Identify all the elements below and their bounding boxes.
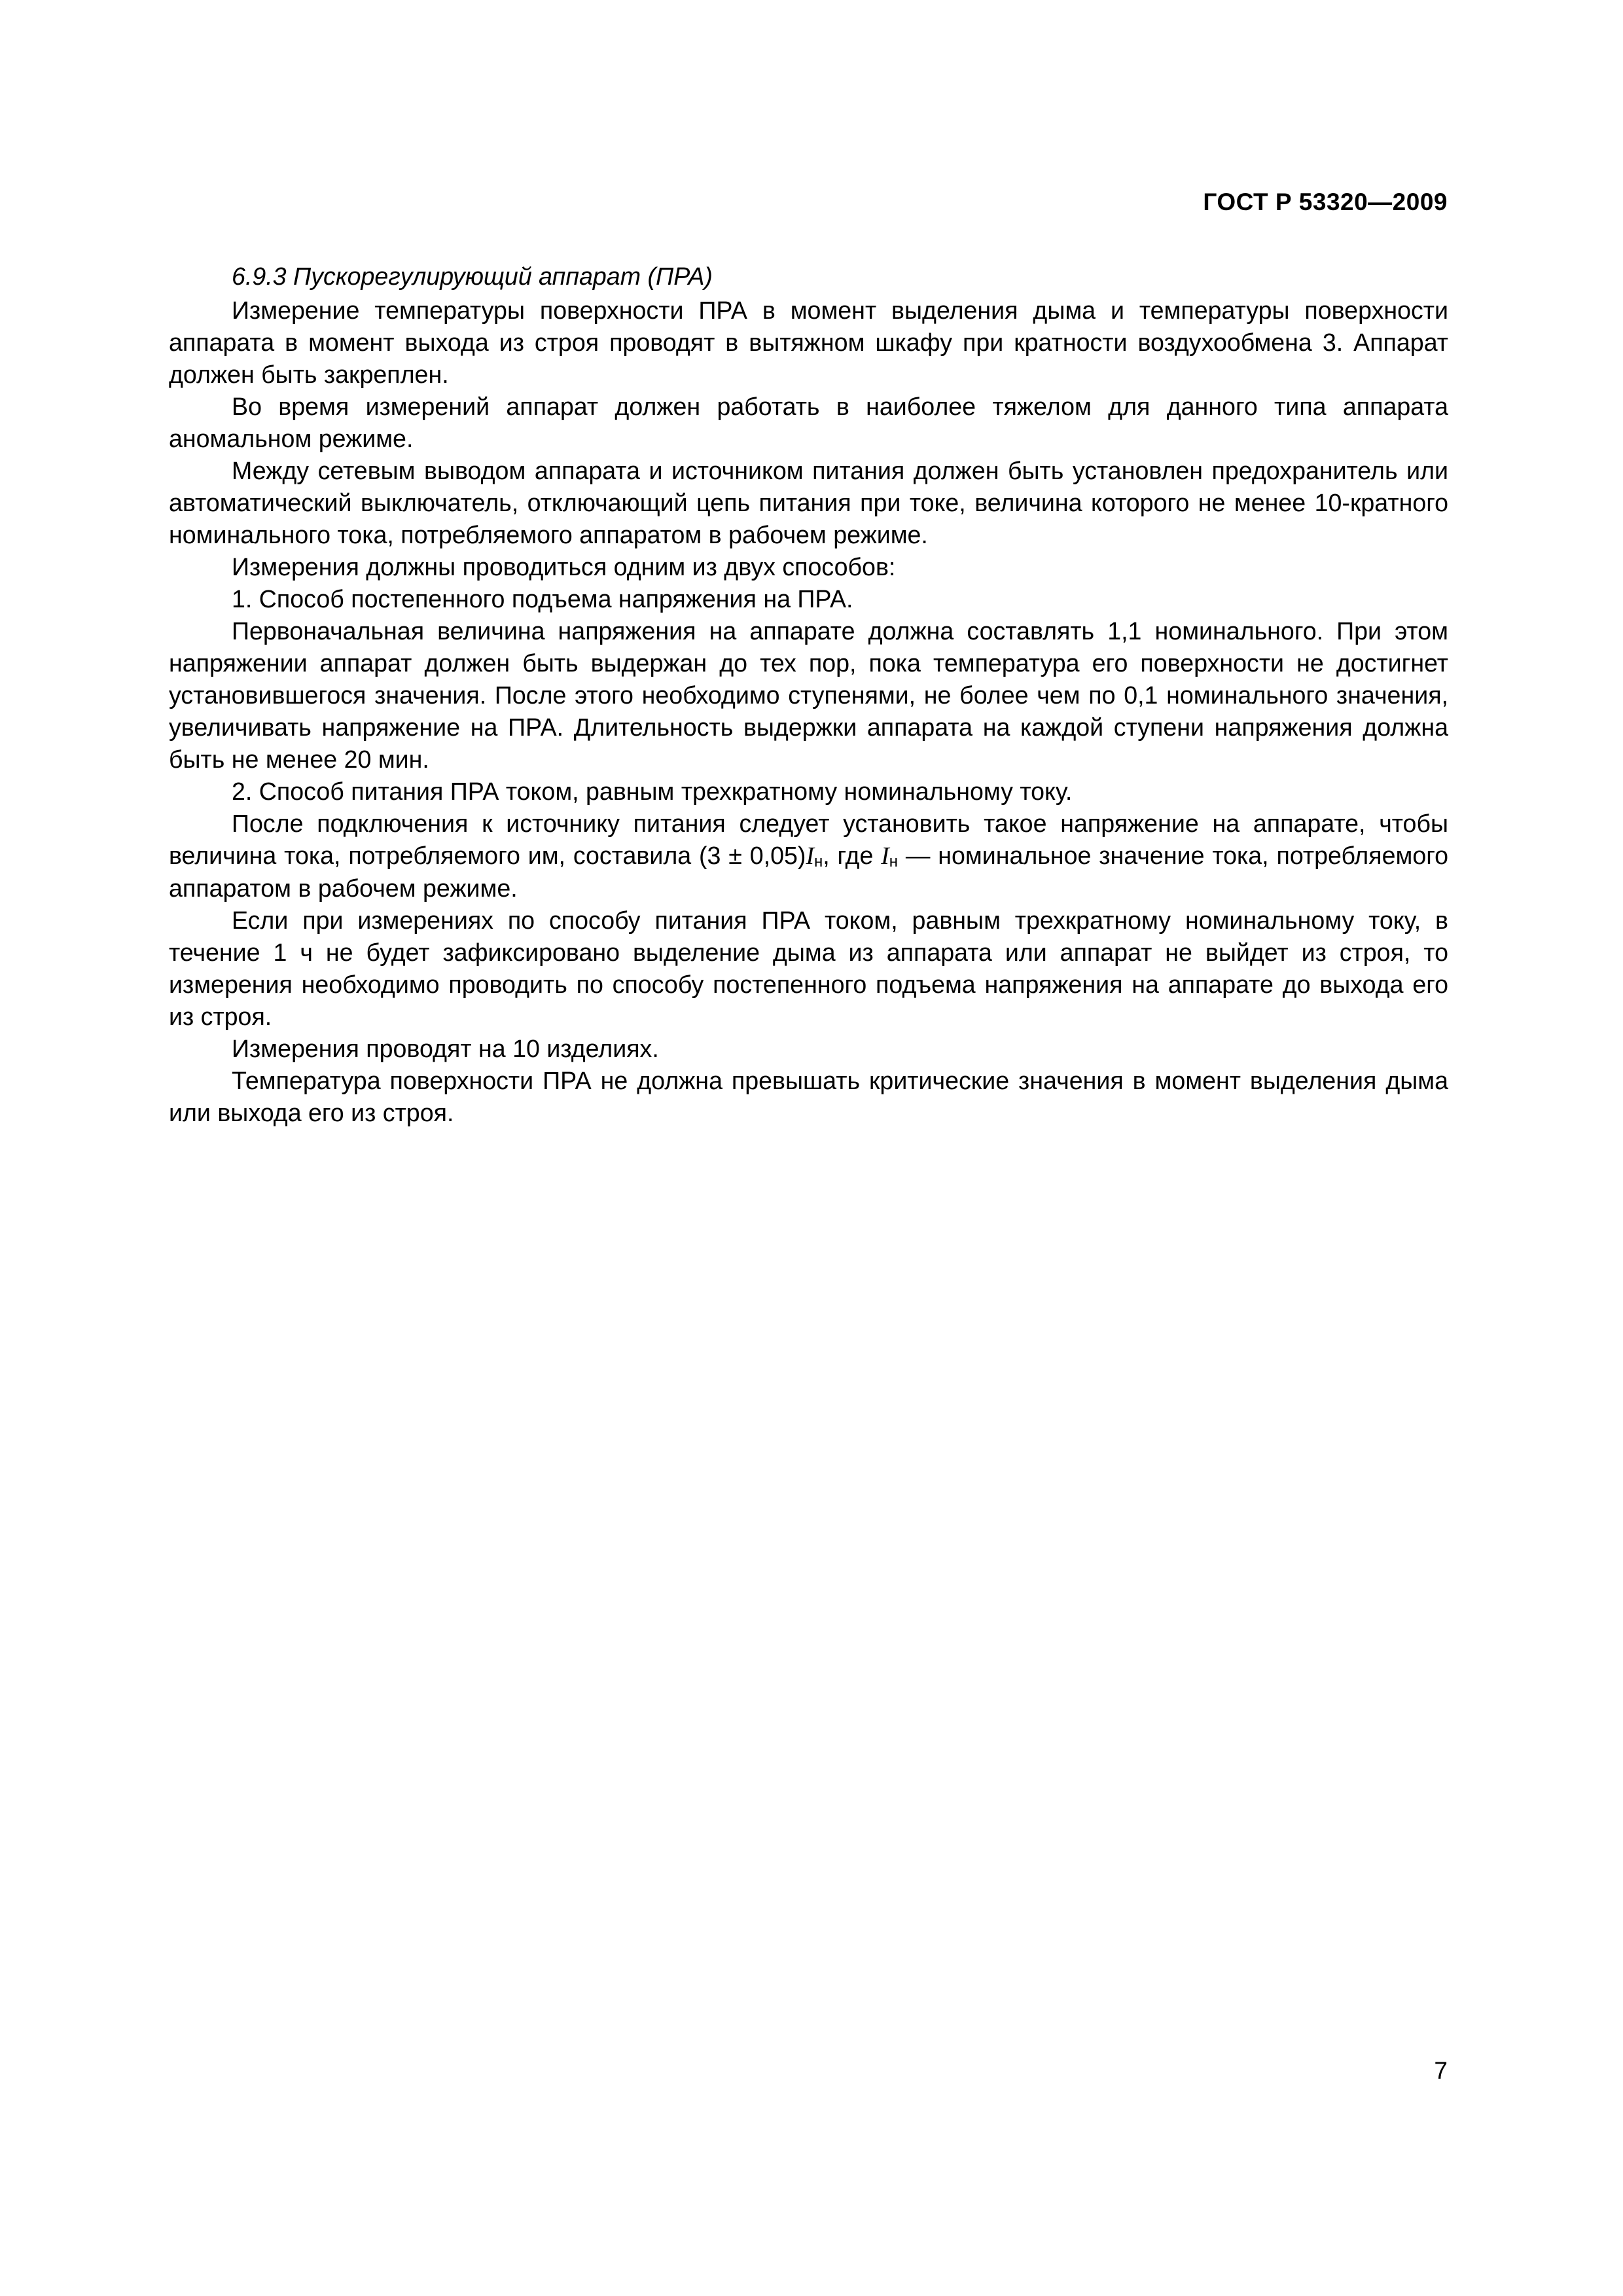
document-body bbox=[169, 260, 1448, 1129]
text-span: После подключения к источнику питания следует установить такое напряжение на аппарате, чтобы величина тока, потребляемого им, составила (3 ± 0,05) bbox=[169, 810, 1448, 869]
text-span: — номинальное значение тока, потребляемого аппаратом в рабочем режиме. bbox=[169, 842, 1448, 902]
formula-symbol bbox=[881, 843, 898, 870]
paragraph: Температура поверхности ПРА не должна превышать критические значения в момент выделения дыма или выхода его из строя. bbox=[169, 1067, 1448, 1126]
paragraph: Измерения должны проводиться одним из двух способов: bbox=[232, 553, 896, 581]
paragraph: Если при измерениях по способу питания ПРА током, равным трехкратному номинальному току, в течение 1 ч не будет зафиксировано выделение дыма из аппарата или аппарат не выйдет из строя, то измерения необходимо проводить по способу постепенного подъема напряжения на аппарате до выхода его из строя. bbox=[169, 906, 1448, 1030]
symbol-subscript: н bbox=[889, 853, 898, 870]
paragraph: Во время измерений аппарат должен работать в наиболее тяжелом для данного типа аппарата аномальном режиме. bbox=[169, 393, 1448, 452]
paragraph: Первоначальная величина напряжения на аппарате должна составлять 1,1 номинального. При этом напряжении аппарат должен быть выдержан до тех пор, пока температура его поверхности не достигнет установившегося значения. После этого необходимо ступенями, не более чем по 0,1 номинального значения, увеличивать напряжение на ПРА. Длительность выдержки аппарата на каждой ступени напряжения должна быть не менее 20 мин. bbox=[169, 617, 1448, 773]
paragraph: Измерение температуры поверхности ПРА в момент выделения дыма и температуры поверхности аппарата в момент выхода из строя проводят в вытяжном шкафу при кратности воздухообмена 3. Аппарат должен быть закреплен. bbox=[169, 296, 1448, 388]
page-number: 7 bbox=[1434, 2057, 1448, 2084]
paragraph: 1. Способ постепенного подъема напряжения на ПРА. bbox=[232, 585, 853, 613]
section-title: 6.9.3 Пускорегулирующий аппарат (ПРА) bbox=[232, 262, 713, 290]
paragraph: 2. Способ питания ПРА током, равным трехкратному номинальному току. bbox=[232, 778, 1073, 805]
symbol-letter: I bbox=[806, 843, 814, 870]
formula-symbol bbox=[806, 843, 823, 870]
paragraph-with-formula bbox=[169, 808, 1448, 905]
paragraph: Между сетевым выводом аппарата и источником питания должен быть установлен предохранитель или автоматический выключатель, отключающий цепь питания при токе, величина которого не менее 10-кратного номинального тока, потребляемого аппаратом в рабочем режиме. bbox=[169, 457, 1448, 548]
text-span: , где bbox=[823, 842, 882, 869]
symbol-subscript: н bbox=[813, 853, 823, 870]
document-code: ГОСТ Р 53320—2009 bbox=[1203, 188, 1448, 215]
symbol-letter: I bbox=[881, 843, 889, 870]
paragraph: Измерения проводят на 10 изделиях. bbox=[232, 1035, 659, 1062]
